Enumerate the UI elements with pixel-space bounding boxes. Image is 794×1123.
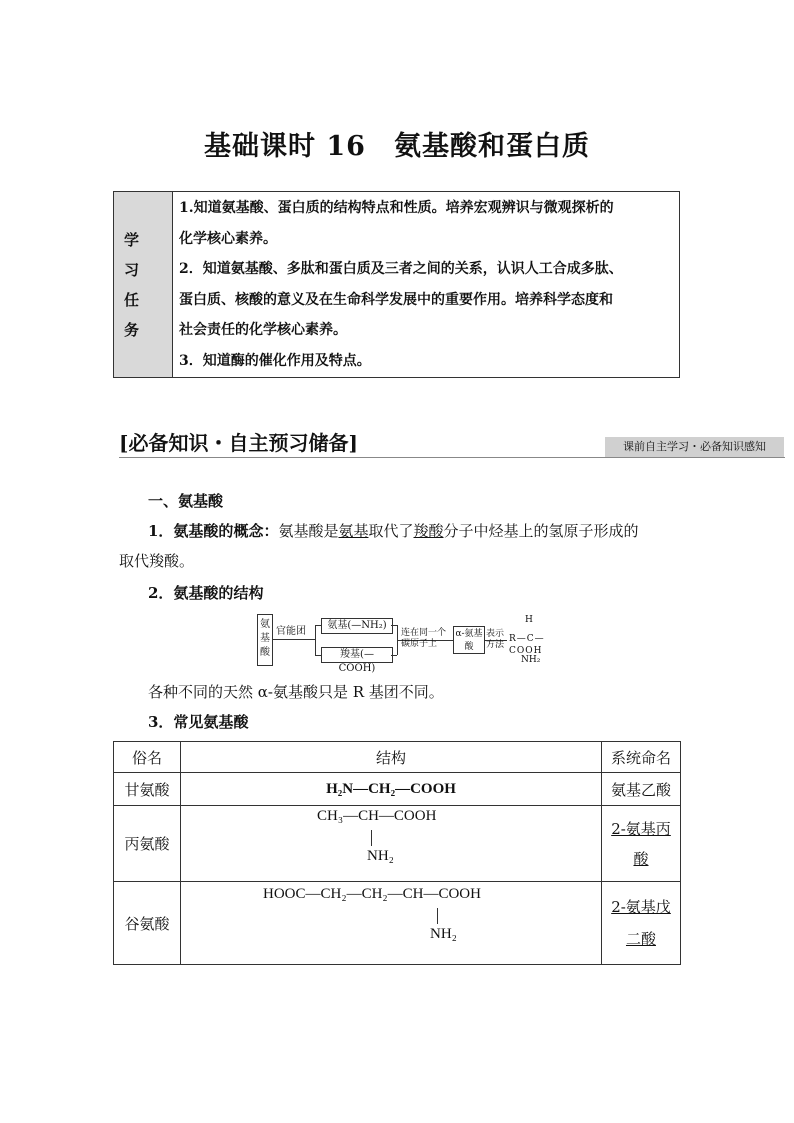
system-name (602, 882, 681, 965)
section-title: [必备知识・自主预习储备] (119, 431, 358, 455)
connector (391, 625, 397, 626)
common-name: 丙氨酸 (114, 806, 181, 882)
structure-diagram (257, 614, 577, 672)
link-label: 连在同一个碳原子上 (401, 628, 447, 649)
learning-tasks-content (173, 192, 679, 377)
diagram-root-label: 氨基酸 (260, 619, 270, 658)
learning-tasks-box (113, 191, 680, 378)
structure-formula: H₂N—CH₂—COOH (181, 773, 602, 806)
amino-acid-table (113, 741, 681, 965)
common-name: 甘氨酸 (114, 773, 181, 806)
amino-group-box: 氨基(—NH₂) (321, 618, 393, 634)
concept-label: 1．氨基酸的概念： (148, 522, 279, 540)
column-header: 系统命名 (602, 742, 681, 773)
diagram-edge-label: 官能团 (276, 626, 306, 637)
task-line: 化学核心素养。 (179, 230, 277, 247)
structure-heading: 2．氨基酸的结构 (148, 584, 264, 602)
section-tag: 课前自主学习・必备知识感知 (605, 437, 784, 457)
structure-formula (181, 806, 602, 882)
concept-text: 取代了 (368, 522, 414, 540)
task-line: 蛋白质、核酸的意义及在生命科学发展中的重要作用。培养科学态度和 (179, 291, 613, 308)
connector (273, 639, 315, 640)
representation-label: 表示方法 (486, 629, 505, 650)
table-row (114, 806, 681, 882)
formula-nh2: NH₂ (521, 655, 541, 665)
task-line: 社会责任的化学核心素养。 (179, 322, 347, 338)
formula-bottom: NH₂ (430, 926, 457, 942)
common-amino-acids-heading: 3．常见氨基酸 (148, 713, 249, 731)
section-divider (119, 457, 785, 458)
system-name-line: 酸 (633, 849, 649, 868)
concept-text: 分子中烃基上的氢原子形成的 (443, 522, 639, 540)
blank-answer: 氨基 (338, 522, 369, 540)
part-heading: 一、氨基酸 (148, 492, 224, 510)
connector (315, 625, 316, 655)
system-name-line: 2-氨基丙 (611, 819, 671, 838)
connector (391, 655, 397, 656)
r-group-note: 各种不同的天然 α-氨基酸只是 R 基团不同。 (148, 683, 444, 701)
column-header: 结构 (181, 742, 602, 773)
concept-line-1 (148, 516, 639, 546)
table-header-row (114, 742, 681, 773)
formula-main: R—C—COOH (509, 634, 545, 656)
formula-h: H (525, 615, 533, 625)
system-name-line: 2-氨基戊 (611, 898, 671, 916)
common-name: 谷氨酸 (114, 882, 181, 965)
formula-bottom: NH₂ (367, 848, 394, 864)
formula-top: CH₃—CH—COOH (317, 808, 437, 824)
task-line: 3．知道酶的催化作用及特点。 (179, 352, 371, 369)
alpha-amino-acid-box: α-氨基酸 (453, 626, 485, 654)
system-name: 氨基乙酸 (602, 773, 681, 806)
formula-top: HOOC—CH₂—CH₂—CH—COOH (263, 886, 481, 902)
blank-answer: 羧酸 (413, 522, 444, 540)
bond-line (437, 908, 438, 924)
tasks-label-line-1: 学 习 (124, 230, 150, 279)
diagram-root (257, 614, 273, 666)
bond-line (371, 830, 372, 846)
table-row (114, 773, 681, 806)
task-line: 1.知道氨基酸、蛋白质的结构特点和性质。培养宏观辨识与微观探析的 (179, 200, 614, 216)
learning-tasks-label (114, 192, 173, 377)
concept-line-2: 取代羧酸。 (119, 552, 195, 570)
task-line: 2．知道氨基酸、多肽和蛋白质及三者之间的关系，认识人工合成多肽、 (179, 261, 623, 277)
column-header: 俗名 (114, 742, 181, 773)
table-row (114, 882, 681, 965)
system-name (602, 806, 681, 882)
system-name-line: 二酸 (625, 930, 656, 948)
carboxyl-group-box: 羧基(—COOH) (321, 647, 393, 663)
page-title: 基础课时 16 氨基酸和蛋白质 (204, 131, 590, 162)
tasks-label-line-2: 任 务 (124, 290, 150, 339)
concept-text: 氨基酸是 (278, 522, 339, 540)
structure-formula (181, 882, 602, 965)
